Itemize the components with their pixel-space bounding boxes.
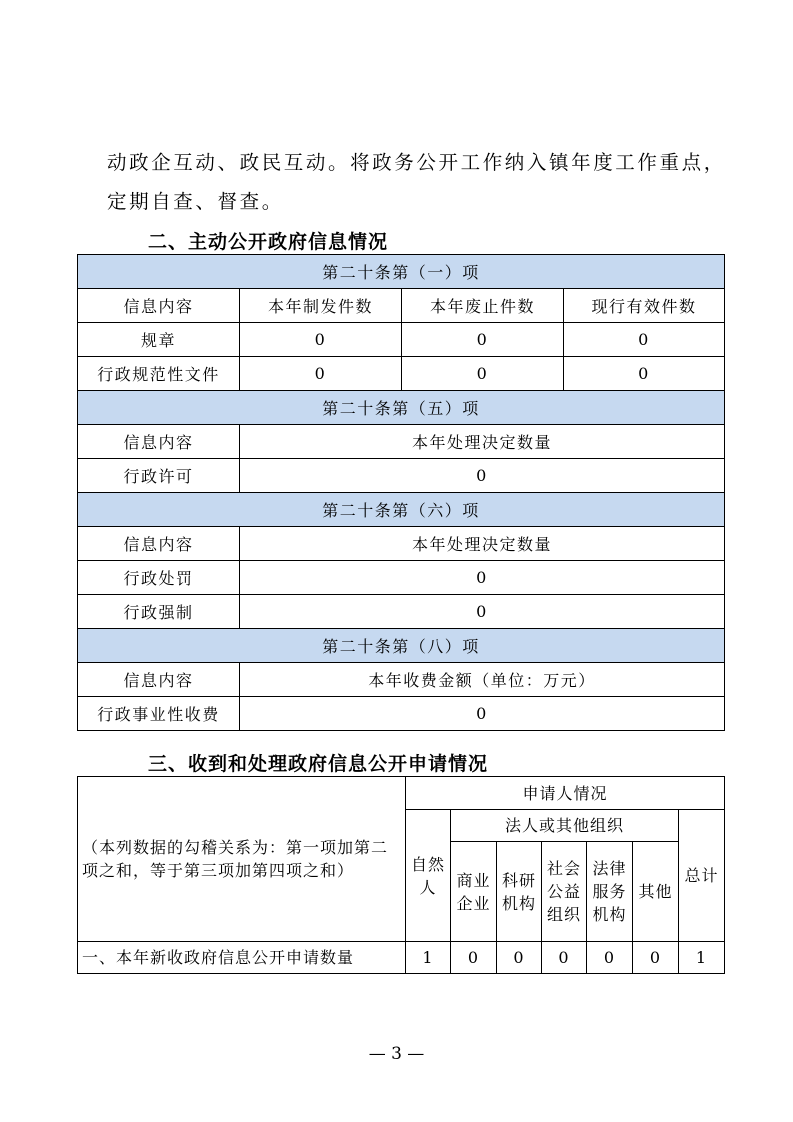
intro-line-1: 动政企互动、政民互动。将政务公开工作纳入镇年度工作重点，	[107, 151, 726, 174]
row-label: 一、本年新收政府信息公开申请数量	[78, 942, 406, 974]
cell-value: 1	[679, 942, 725, 974]
application-table	[77, 776, 725, 974]
cell-value: 0	[240, 697, 725, 731]
col-abolished: 本年废止件数	[402, 289, 564, 323]
col-valid: 现行有效件数	[564, 289, 725, 323]
table-row	[78, 323, 725, 357]
table-row	[78, 697, 725, 731]
art5-header: 第二十条第（五）项	[78, 391, 725, 425]
cell-value: 0	[240, 561, 725, 595]
row-label: 规章	[78, 323, 240, 357]
table-row	[78, 942, 725, 974]
col-info: 信息内容	[78, 527, 240, 561]
table-row	[78, 595, 725, 629]
table-row	[78, 357, 725, 391]
public-welfare-header: 社会公益组织	[542, 842, 587, 942]
section2-title: 二、主动公开政府信息情况	[148, 231, 389, 253]
cell-value: 0	[564, 323, 725, 357]
art1-header: 第二十条第（一）项	[78, 255, 725, 289]
table-row	[78, 459, 725, 493]
active-disclosure-table	[77, 254, 725, 731]
natural-person-header: 自然人	[406, 810, 451, 942]
page-number: — 3 —	[368, 1044, 425, 1064]
other-header: 其他	[633, 842, 679, 942]
research-header: 科研机构	[497, 842, 542, 942]
total-header: 总计	[679, 810, 725, 942]
col-issued: 本年制发件数	[240, 289, 402, 323]
section3-title: 三、收到和处理政府信息公开申请情况	[148, 753, 489, 775]
cell-value: 0	[240, 323, 402, 357]
cell-value: 1	[406, 942, 451, 974]
cell-value: 0	[402, 323, 564, 357]
cell-value: 0	[240, 459, 725, 493]
legal-entity-header: 法人或其他组织	[451, 810, 679, 842]
balance-note: （本列数据的勾稽关系为：第一项加第二项之和，等于第三项加第四项之和）	[78, 777, 406, 942]
cell-value: 0	[240, 595, 725, 629]
cell-value: 0	[402, 357, 564, 391]
table-row	[78, 561, 725, 595]
col-info: 信息内容	[78, 663, 240, 697]
cell-value: 0	[633, 942, 679, 974]
applicant-header: 申请人情况	[406, 777, 725, 810]
cell-value: 0	[587, 942, 633, 974]
cell-value: 0	[240, 357, 402, 391]
art8-header: 第二十条第（八）项	[78, 629, 725, 663]
col-info: 信息内容	[78, 289, 240, 323]
row-label: 行政许可	[78, 459, 240, 493]
col-decisions: 本年处理决定数量	[240, 527, 725, 561]
cell-value: 0	[542, 942, 587, 974]
col-fee-amount: 本年收费金额（单位：万元）	[240, 663, 725, 697]
row-label: 行政强制	[78, 595, 240, 629]
row-label: 行政事业性收费	[78, 697, 240, 731]
legal-service-header: 法律服务机构	[587, 842, 633, 942]
row-label: 行政规范性文件	[78, 357, 240, 391]
commercial-header: 商业企业	[451, 842, 497, 942]
cell-value: 0	[497, 942, 542, 974]
cell-value: 0	[451, 942, 497, 974]
intro-line-2: 定期自查、督查。	[107, 190, 284, 213]
col-decisions: 本年处理决定数量	[240, 425, 725, 459]
art6-header: 第二十条第（六）项	[78, 493, 725, 527]
col-info: 信息内容	[78, 425, 240, 459]
cell-value: 0	[564, 357, 725, 391]
row-label: 行政处罚	[78, 561, 240, 595]
